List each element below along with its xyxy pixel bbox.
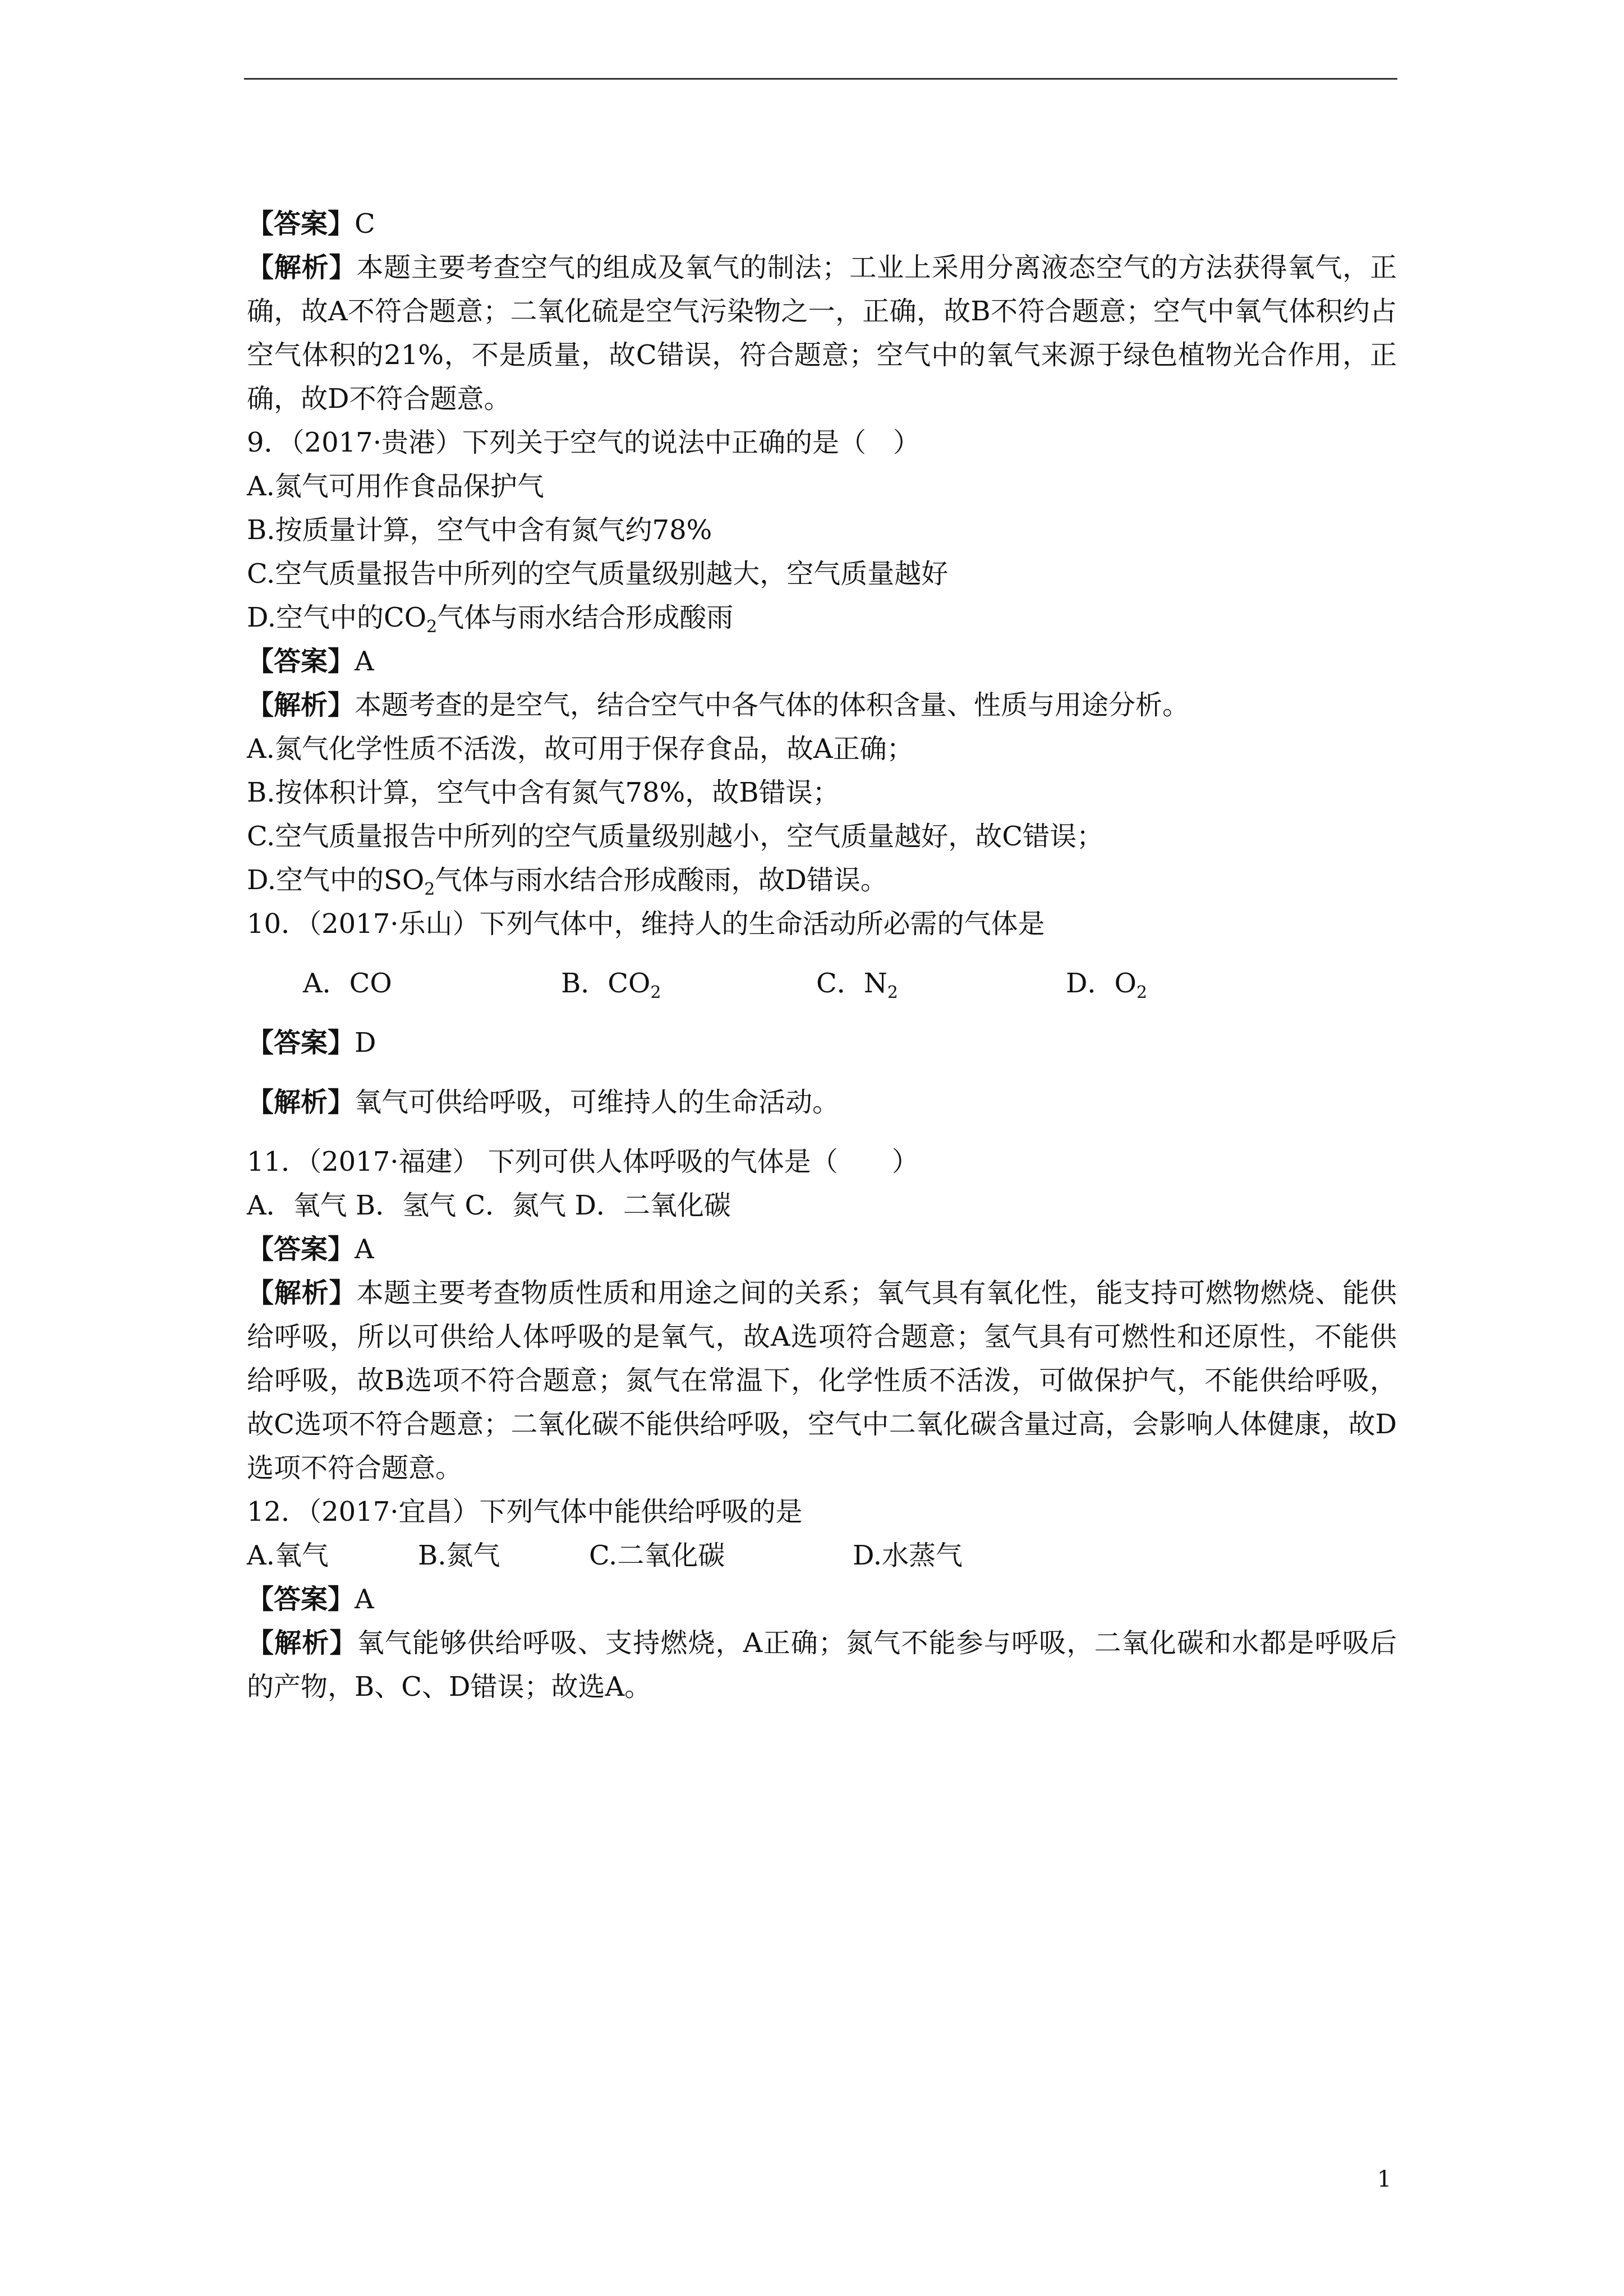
analysis-tag: 【解析】 [247, 1277, 357, 1309]
answer-tag: 【答案】 [247, 1027, 355, 1059]
q12-analysis [247, 1621, 1397, 1709]
spacer [247, 1065, 1397, 1080]
q11-options: A．氧气 B．氢气 C．氮气 D．二氧化碳 [247, 1190, 731, 1221]
analysis-text: 氧气可供给呼吸，可维持人的生命活动。 [355, 1087, 840, 1118]
q10-options [247, 961, 1397, 1005]
q11-analysis [247, 1271, 1397, 1490]
q8-analysis [247, 246, 1397, 421]
q11-stem: 11．（2017·福建） 下列可供人体呼吸的气体是（ ） [247, 1146, 919, 1177]
q12-option-b: B.氮气 [418, 1540, 500, 1571]
q9-analysis-sub: 2 [424, 880, 435, 899]
header-rule [244, 78, 1397, 80]
q10-option-c [816, 961, 1066, 1005]
q9-analysis-line-5 [247, 858, 1397, 902]
spacer [247, 1005, 1397, 1021]
q9-option-d-text: D.空气中的CO [247, 602, 427, 633]
q9-analysis-line-1 [247, 683, 1397, 727]
q12-options [247, 1534, 1397, 1577]
page-number: 1 [1377, 2166, 1392, 2192]
answer-tag: 【答案】 [247, 1584, 355, 1615]
q8-answer [247, 202, 1397, 246]
q10-option-d-sub: 2 [1136, 983, 1147, 1002]
q10-option-c-sub: 2 [887, 983, 898, 1002]
q10-option-b [561, 961, 816, 1005]
q9-option-a: A.氮气可用作食品保护气 [247, 471, 544, 502]
q9-analysis-line-5-text: D.空气中的SO [247, 864, 425, 896]
q10-option-c-text: C．N [816, 968, 887, 999]
answer-tag: 【答案】 [247, 208, 355, 240]
q12-answer [247, 1577, 1397, 1621]
analysis-tag: 【解析】 [247, 252, 357, 283]
q10-answer [247, 1021, 1397, 1065]
q9-analysis-line-2: A.氮气化学性质不活泼，故可用于保存食品，故A正确； [247, 733, 914, 765]
answer-tag: 【答案】 [247, 646, 355, 677]
q12-option-d: D.水蒸气 [853, 1540, 963, 1571]
answer-tag: 【答案】 [247, 1234, 355, 1265]
q10-option-b-sub: 2 [650, 983, 661, 1002]
answer-value: A [355, 1584, 374, 1615]
q9-option-c: C.空气质量报告中所列的空气质量级别越大，空气质量越好 [247, 558, 949, 590]
analysis-text: 氧气能够供给呼吸、支持燃烧，A正确；氮气不能参与呼吸，二氧化碳和水都是呼吸后的产物，B、C、D错误；故选A。 [247, 1627, 1397, 1703]
q9-stem: 9．（2017·贵港）下列关于空气的说法中正确的是（ ） [247, 427, 920, 458]
analysis-tag: 【解析】 [247, 1627, 357, 1659]
analysis-text: 本题考查的是空气，结合空气中各气体的体积含量、性质与用途分析。 [355, 689, 1190, 721]
answer-value: C [355, 208, 375, 240]
q9-option-d-rest: 气体与雨水结合形成酸雨 [437, 602, 734, 633]
analysis-tag: 【解析】 [247, 1087, 355, 1118]
q10-option-a: A．CO [303, 968, 392, 999]
analysis-text: 本题主要考查物质性质和用途之间的关系；氧气具有氧化性，能支持可燃物燃烧、能供给呼吸，所以可供给人体呼吸的是氧气，故A选项符合题意；氢气具有可燃性和还原性，不能供给呼吸，故B选项不符合题意；氮气在常温下，化学性质不活泼，可做保护气，不能供给呼吸，故C选项不符合题意；二氧化碳不能供给呼吸，空气中二氧化碳含量过高，会影响人体健康，故D选项不符合题意。 [247, 1277, 1397, 1484]
q9-answer [247, 639, 1397, 683]
answer-value: A [355, 1234, 374, 1265]
answer-value: A [355, 646, 374, 677]
spacer [247, 1124, 1397, 1140]
q9-option-d-sub: 2 [426, 617, 438, 637]
q9-analysis-line-4: C.空气质量报告中所列的空气质量级别越小，空气质量越好，故C错误； [247, 821, 1104, 852]
q11-answer [247, 1227, 1397, 1271]
analysis-text: 本题主要考查空气的组成及氧气的制法；工业上采用分离液态空气的方法获得氧气，正确，故A不符合题意；二氧化硫是空气污染物之一，正确，故B不符合题意；空气中氧气体积约占空气体积的21%，不是质量，故C错误，符合题意；空气中的氧气来源于绿色植物光合作用，正确，故D不符合题意。 [247, 252, 1397, 415]
document-body [247, 202, 1397, 1709]
q10-analysis [247, 1080, 1397, 1124]
q10-option-d-text: D．O [1066, 968, 1137, 999]
q10-option-b-text: B．CO [561, 968, 651, 999]
analysis-tag: 【解析】 [247, 689, 355, 721]
q9-option-b: B.按质量计算，空气中含有氮气约78% [247, 514, 712, 546]
q12-stem: 12．（2017·宜昌）下列气体中能供给呼吸的是 [247, 1496, 803, 1527]
answer-value: D [355, 1027, 376, 1059]
q9-analysis-line-3: B.按体积计算，空气中含有氮气78%，故B错误； [247, 777, 840, 808]
q9-option-d [247, 596, 1397, 639]
q10-stem: 10．（2017·乐山）下列气体中，维持人的生命活动所必需的气体是 [247, 908, 1045, 940]
q10-option-d [1066, 961, 1147, 1005]
q12-option-c: C.二氧化碳 [589, 1540, 725, 1571]
q12-option-a: A.氧气 [247, 1540, 329, 1571]
spacer [247, 946, 1397, 961]
q9-analysis-line-5-rest: 气体与雨水结合形成酸雨，故D错误。 [435, 864, 887, 896]
